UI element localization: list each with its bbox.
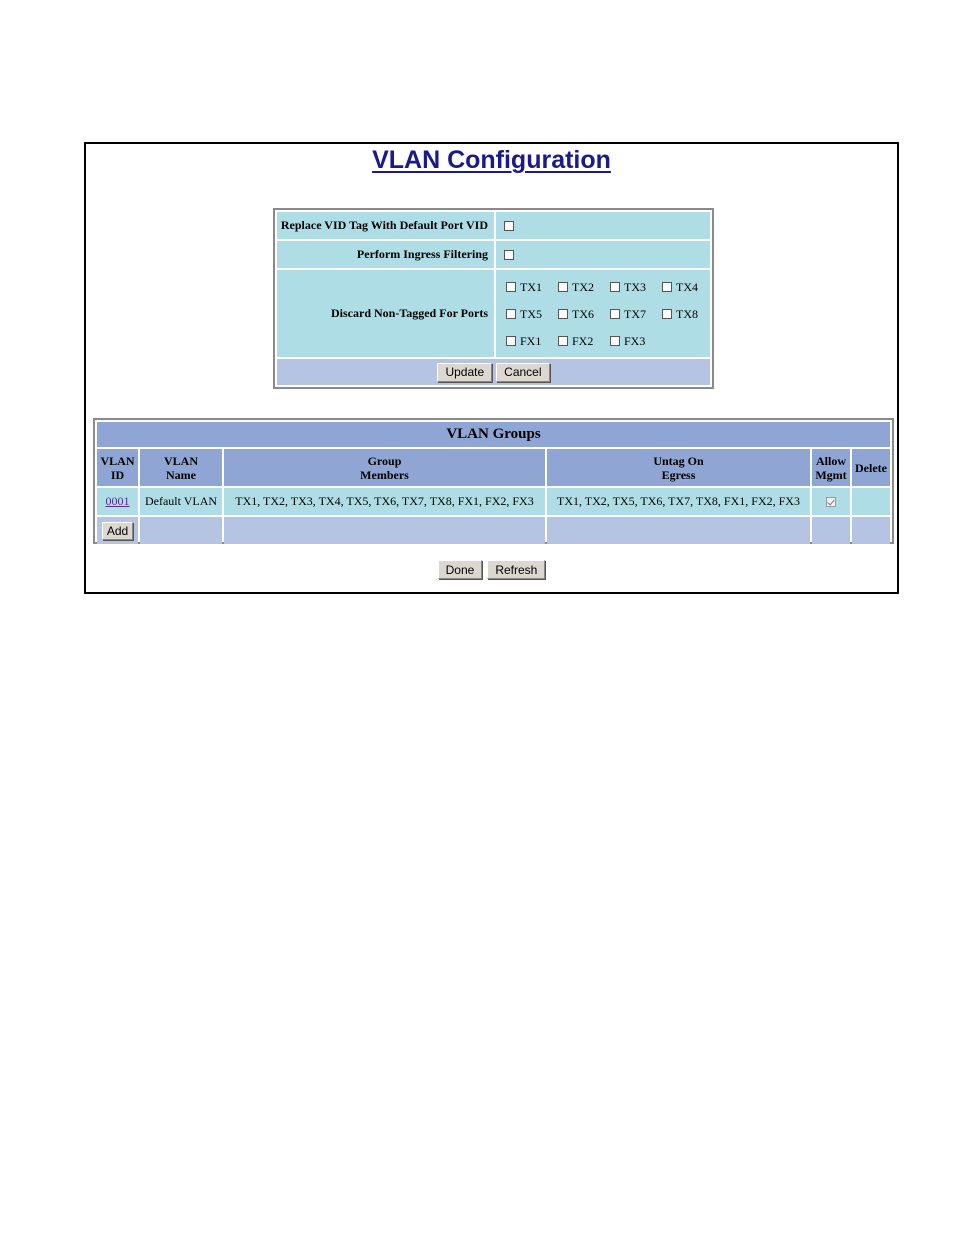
port-checkbox-fx2[interactable] [558,336,568,346]
replace-vid-row [277,212,710,239]
port-label: FX1 [520,333,542,348]
port-option[interactable] [662,280,714,294]
empty-cell [224,517,545,544]
delete-cell [852,488,890,515]
ingress-filter-checkbox[interactable] [504,250,514,260]
ingress-filter-label: Perform Ingress Filtering [277,241,494,268]
header-vlan-name: VLAN Name [140,449,222,486]
vlan-config-frame [84,142,899,594]
footer-actions [86,560,897,579]
replace-vid-value [496,212,710,239]
vlan-name-cell: Default VLAN [140,488,222,515]
vlan-id-link[interactable]: 0001 [105,494,130,508]
ingress-filter-row [277,241,710,268]
add-vlan-button[interactable]: Add [102,522,133,540]
empty-cell [852,517,890,544]
vlan-groups-table [93,418,894,544]
vlan-id-cell [97,488,138,515]
add-cell [97,517,138,544]
empty-cell [812,517,850,544]
port-option[interactable] [558,334,610,348]
port-label: TX3 [624,279,646,294]
port-label: FX2 [572,333,594,348]
port-label: TX7 [624,306,646,321]
done-button[interactable]: Done [438,560,483,579]
port-label: TX4 [676,279,698,294]
port-checkbox-fx3[interactable] [610,336,620,346]
port-option[interactable] [506,334,558,348]
port-label: TX2 [572,279,594,294]
update-button[interactable]: Update [437,363,492,382]
port-option[interactable] [662,307,714,321]
header-group-members: Group Members [224,449,545,486]
port-checkbox-tx5[interactable] [506,309,516,319]
vlan-settings-panel [273,208,714,389]
group-members-cell: TX1, TX2, TX3, TX4, TX5, TX6, TX7, TX8, FX1, FX2, FX3 [224,488,545,515]
discard-untagged-ports [496,270,710,357]
port-checkbox-fx1[interactable] [506,336,516,346]
table-row [97,488,890,515]
port-option[interactable] [506,307,558,321]
replace-vid-checkbox[interactable] [504,221,514,231]
cancel-button[interactable]: Cancel [496,363,549,382]
config-actions-row [277,359,710,385]
port-checkbox-tx3[interactable] [610,282,620,292]
allow-mgmt-checkbox [826,497,836,507]
port-label: TX5 [520,306,542,321]
table-header-row [97,449,890,486]
port-label: TX8 [676,306,698,321]
port-option[interactable] [506,280,558,294]
empty-cell [547,517,810,544]
port-option[interactable] [610,307,662,321]
port-checkbox-tx7[interactable] [610,309,620,319]
refresh-button[interactable]: Refresh [487,560,545,579]
vlan-groups-title: VLAN Groups [97,422,890,447]
untag-egress-cell: TX1, TX2, TX5, TX6, TX7, TX8, FX1, FX2, FX3 [547,488,810,515]
port-checkbox-tx8[interactable] [662,309,672,319]
page-title-container [86,146,897,175]
header-allow-mgmt: Allow Mgmt [812,449,850,486]
header-untag-egress: Untag On Egress [547,449,810,486]
port-option[interactable] [610,280,662,294]
port-option[interactable] [558,280,610,294]
port-option[interactable] [558,307,610,321]
replace-vid-label: Replace VID Tag With Default Port VID [277,212,494,239]
header-delete: Delete [852,449,890,486]
port-checkbox-tx6[interactable] [558,309,568,319]
port-checkbox-tx4[interactable] [662,282,672,292]
ingress-filter-value [496,241,710,268]
header-vlan-id: VLAN ID [97,449,138,486]
add-row [97,517,890,544]
discard-untagged-row [277,270,710,357]
port-checkbox-tx1[interactable] [506,282,516,292]
allow-mgmt-cell [812,488,850,515]
page-title: VLAN Configuration [372,146,611,174]
port-label: FX3 [624,333,646,348]
port-checkbox-tx2[interactable] [558,282,568,292]
empty-cell [140,517,222,544]
port-option[interactable] [610,334,662,348]
port-label: TX6 [572,306,594,321]
discard-untagged-label: Discard Non-Tagged For Ports [277,270,494,357]
port-checkbox-grid [506,280,714,348]
port-label: TX1 [520,279,542,294]
